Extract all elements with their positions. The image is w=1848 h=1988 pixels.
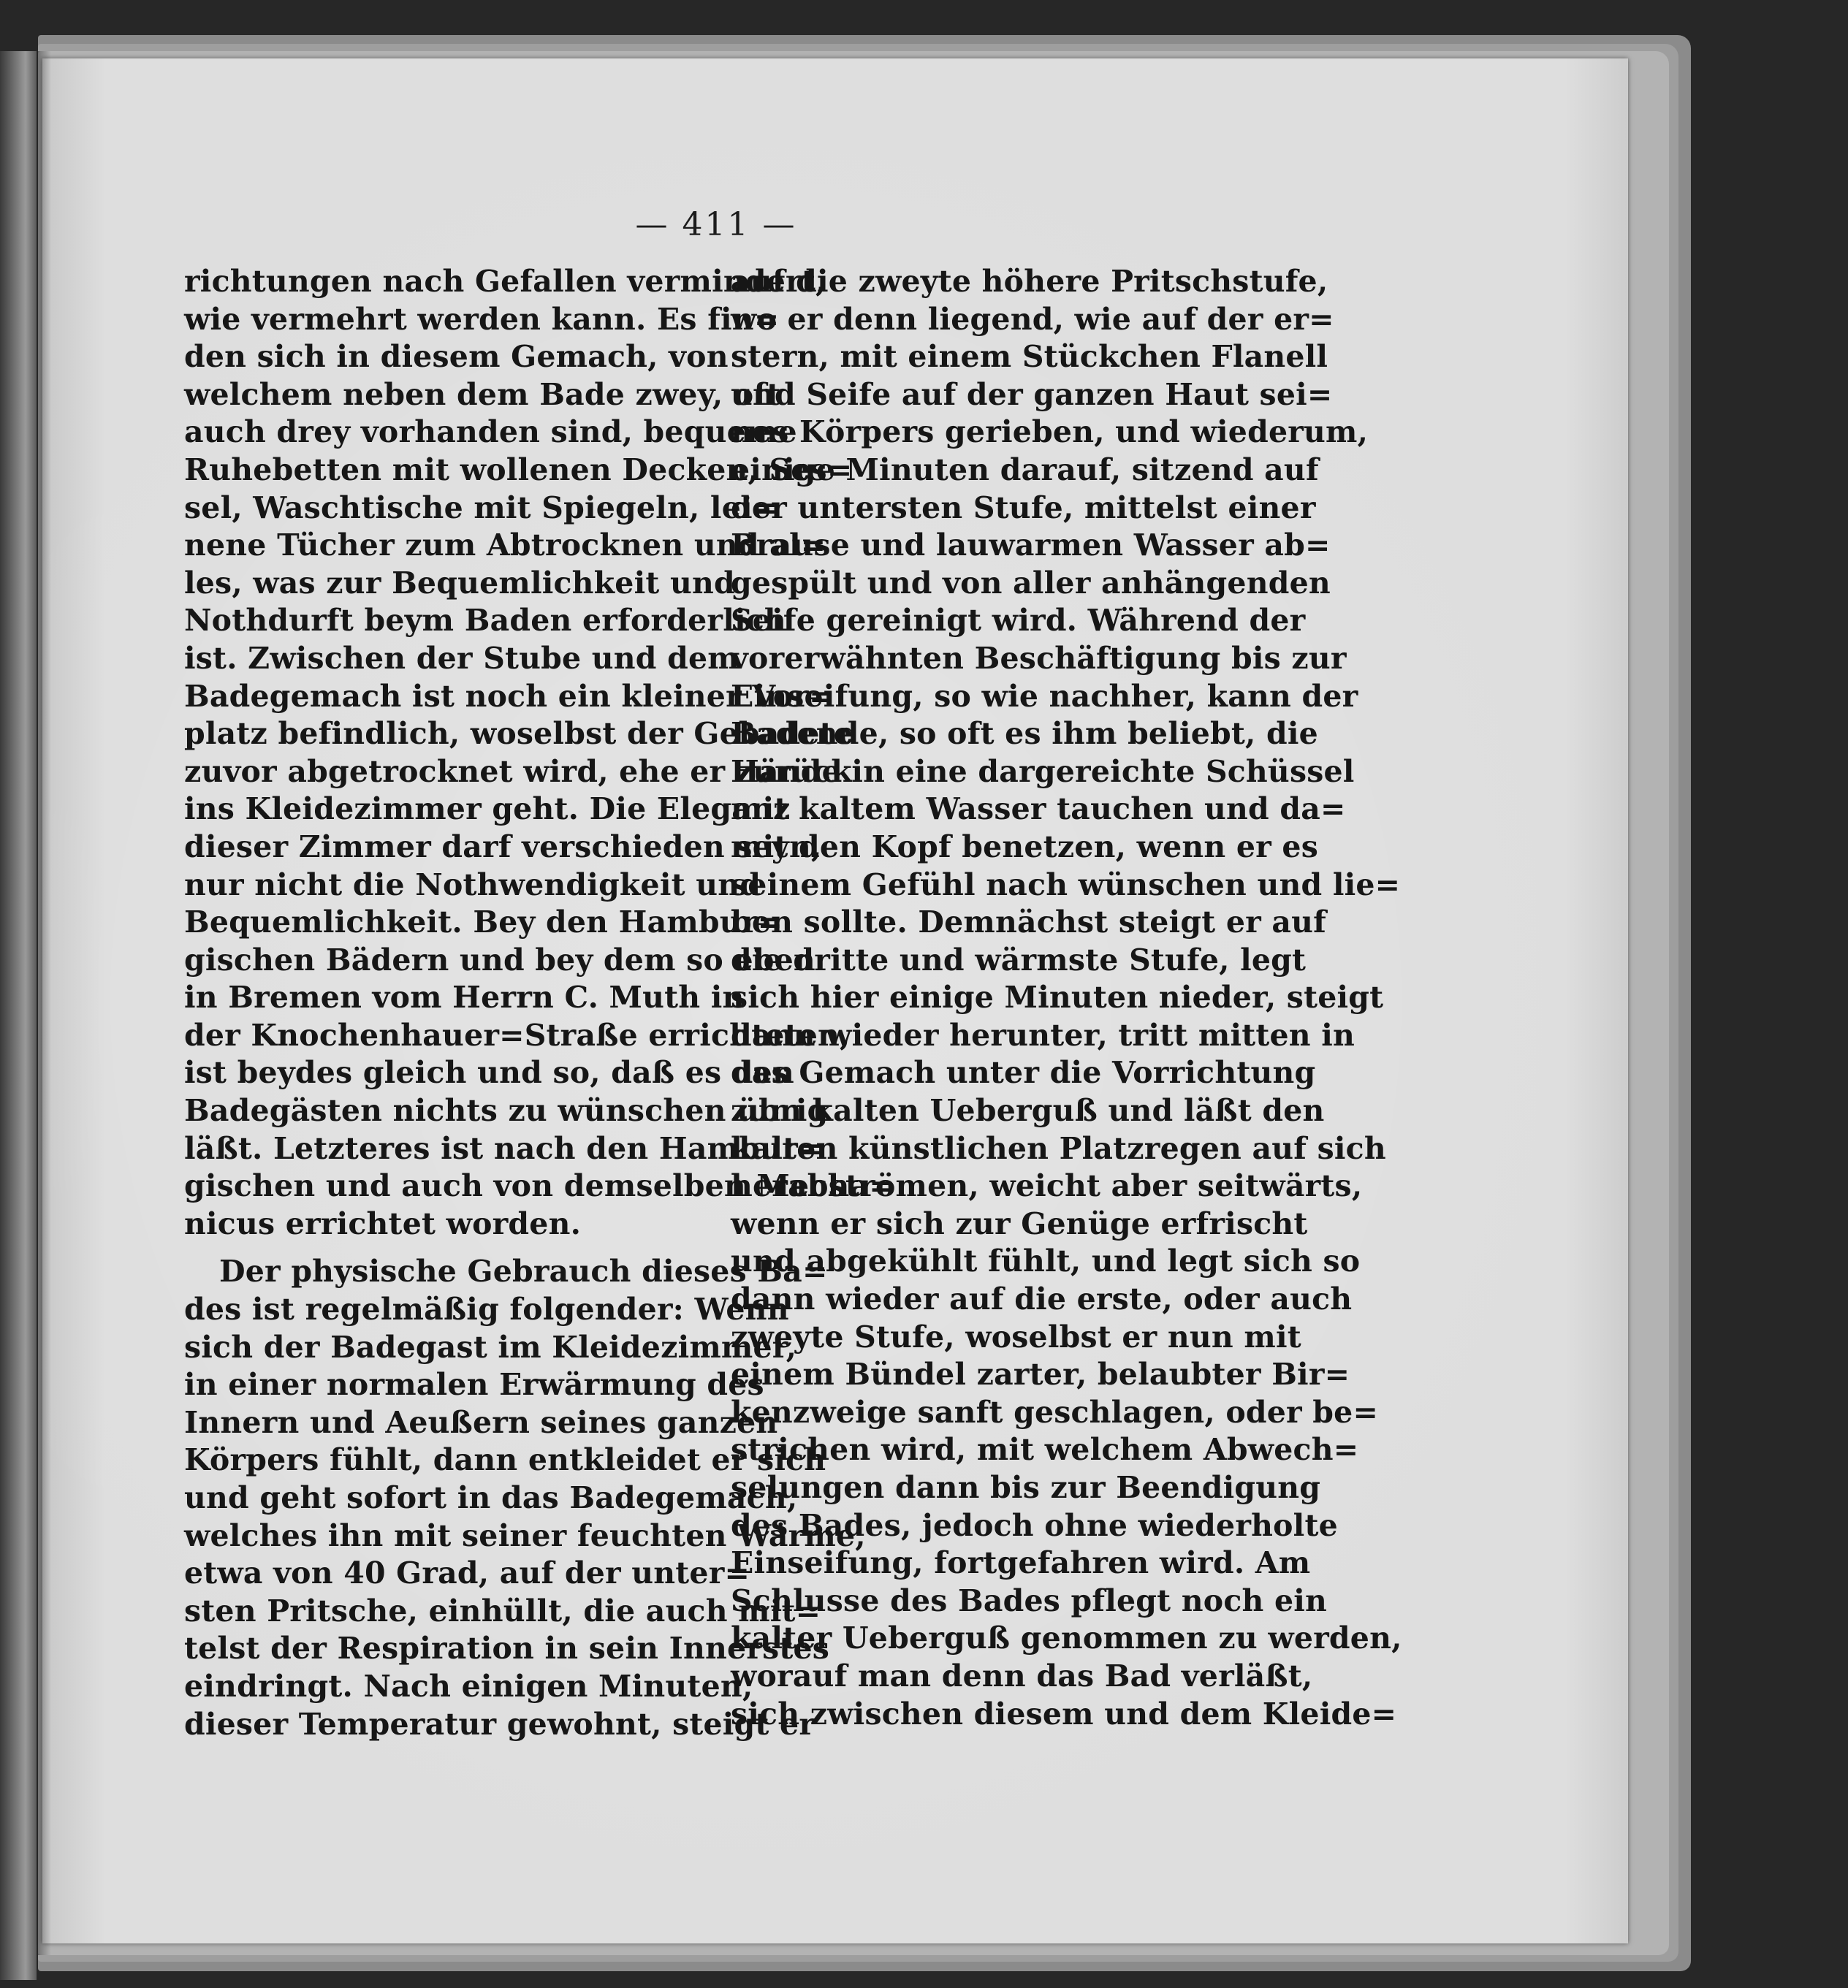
text-line: Seife gereinigt wird. Während der xyxy=(731,603,1306,639)
text-line: nicus errichtet worden. xyxy=(184,1206,582,1241)
text-line: mit kaltem Wasser tauchen und da= xyxy=(731,791,1346,827)
text-line: herabströmen, weicht aber seitwärts, xyxy=(731,1168,1363,1204)
text-line: stern, mit einem Stückchen Flanell xyxy=(731,339,1328,375)
text-line: dieser Temperatur gewohnt, steigt er xyxy=(184,1706,815,1742)
text-line: zweyte Stufe, woselbst er nun mit xyxy=(731,1319,1301,1355)
facing-page-sliver xyxy=(0,51,37,1980)
text-line: Nothdurft beym Baden erforderlich xyxy=(184,603,786,639)
text-line: in Bremen vom Herrn C. Muth in xyxy=(184,980,745,1016)
text-line: einige Minuten darauf, sitzend auf xyxy=(731,452,1319,487)
text-line: mit den Kopf benetzen, wenn er es xyxy=(731,829,1318,864)
text-line: gischen und auch von demselben Mecha= xyxy=(184,1168,894,1204)
gutter-shadow xyxy=(38,51,51,1955)
text-line: zuvor abgetrocknet wird, ehe er zurück xyxy=(184,753,852,789)
text-line: sten Pritsche, einhüllt, die auch mit= xyxy=(184,1593,821,1629)
text-line: dann wieder auf die erste, oder auch xyxy=(731,1281,1353,1317)
text-line: wenn er sich zur Genüge erfrischt xyxy=(731,1206,1308,1241)
text-line: Der physische Gebrauch dieses Ba= xyxy=(219,1254,828,1290)
text-line: nur nicht die Nothwendigkeit und xyxy=(184,867,761,902)
text-line: Bequemlichkeit. Bey den Hambur= xyxy=(184,904,783,940)
text-line: seinem Gefühl nach wünschen und lie= xyxy=(731,867,1401,902)
text-line: sich hier einige Minuten nieder, steigt xyxy=(731,980,1384,1016)
text-line: den sich in diesem Gemach, von xyxy=(184,339,729,375)
text-line: nes Körpers gerieben, und wiederum, xyxy=(731,414,1369,450)
text-line: Badende, so oft es ihm beliebt, die xyxy=(731,716,1318,752)
text-line: und abgekühlt fühlt, und legt sich so xyxy=(731,1244,1361,1279)
text-line: Einseifung, fortgefahren wird. Am xyxy=(731,1545,1311,1581)
text-line: sel, Waschtische mit Spiegeln, lei= xyxy=(184,490,778,525)
text-line: vorerwähnten Beschäftigung bis zur xyxy=(731,640,1347,676)
text-line: der untersten Stufe, mittelst einer xyxy=(731,490,1316,525)
text-line: die dritte und wärmste Stufe, legt xyxy=(731,942,1307,978)
text-line: dieser Zimmer darf verschieden seyn, xyxy=(184,829,822,864)
text-line: Körpers fühlt, dann entkleidet er sich xyxy=(184,1442,826,1478)
text-line: sich der Badegast im Kleidezimmer, xyxy=(184,1329,797,1365)
text-line: wo er denn liegend, wie auf der er= xyxy=(731,301,1334,337)
text-line: wie vermehrt werden kann. Es fin= xyxy=(184,301,780,337)
text-line: Brause und lauwarmen Wasser ab= xyxy=(731,528,1331,563)
text-line: selungen dann bis zur Beendigung xyxy=(731,1470,1321,1505)
text-line: les, was zur Bequemlichkeit und xyxy=(184,565,735,601)
text-line: ben sollte. Demnächst steigt er auf xyxy=(731,904,1326,940)
text-line: Badegästen nichts zu wünschen übrig xyxy=(184,1093,829,1129)
text-line: nene Tücher zum Abtrocknen und al= xyxy=(184,528,826,563)
text-line: strichen wird, mit welchem Abwech= xyxy=(731,1432,1359,1468)
text-line: auch drey vorhanden sind, bequeme xyxy=(184,414,797,450)
text-line: sich zwischen diesem und dem Kleide= xyxy=(731,1696,1397,1732)
text-line: der Knochenhauer=Straße errichteten, xyxy=(184,1017,851,1053)
text-line: und geht sofort in das Badegemach, xyxy=(184,1480,798,1515)
text-line: eindringt. Nach einigen Minuten, xyxy=(184,1668,753,1704)
page-number: — 411 — xyxy=(635,206,797,243)
text-line: einem Bündel zarter, belaubter Bir= xyxy=(731,1357,1350,1393)
right-column xyxy=(731,263,1402,1733)
paragraph-gap xyxy=(184,1243,703,1253)
text-line: worauf man denn das Bad verläßt, xyxy=(731,1658,1313,1694)
text-line: Ruhebetten mit wollenen Decken, Ses= xyxy=(184,452,853,487)
text-line: telst der Respiration in sein Innerstes xyxy=(184,1631,830,1667)
paragraph xyxy=(184,263,894,1243)
text-line: richtungen nach Gefallen vermindert, xyxy=(184,264,826,299)
text-line: läßt. Letzteres ist nach den Hambur= xyxy=(184,1130,824,1166)
text-line: zum kalten Ueberguß und läßt den xyxy=(731,1093,1325,1129)
text-line: welchem neben dem Bade zwey, oft xyxy=(184,376,781,412)
text-line: platz befindlich, woselbst der Gebadete xyxy=(184,716,853,752)
text-line: kalter Ueberguß genommen zu werden, xyxy=(731,1621,1402,1656)
text-line: des ist regelmäßig folgender: Wenn xyxy=(184,1292,789,1328)
text-line: Badegemach ist noch ein kleiner Vor= xyxy=(184,678,834,714)
text-line: kenzweige sanft geschlagen, oder be= xyxy=(731,1394,1379,1430)
text-line: in einer normalen Erwärmung des xyxy=(184,1367,764,1403)
text-line: Schlusse des Bades pflegt noch ein xyxy=(731,1583,1328,1618)
text-line: kalten künstlichen Platzregen auf sich xyxy=(731,1130,1386,1166)
text-line: etwa von 40 Grad, auf der unter= xyxy=(184,1555,750,1591)
text-line: ist. Zwischen der Stube und dem xyxy=(184,640,739,676)
paragraph xyxy=(184,1253,866,1743)
text-line: ist beydes gleich und so, daß es den xyxy=(184,1055,794,1091)
text-line: welches ihn mit seiner feuchten Wärme, xyxy=(184,1517,866,1553)
paragraph xyxy=(731,263,1402,1733)
text-line: gespült und von aller anhängenden xyxy=(731,565,1331,601)
text-line: des Bades, jedoch ohne wiederholte xyxy=(731,1507,1338,1543)
text-line: Einseifung, so wie nachher, kann der xyxy=(731,678,1358,714)
text-line: das Gemach unter die Vorrichtung xyxy=(731,1055,1316,1091)
text-line: Hände in eine dargereichte Schüssel xyxy=(731,753,1355,789)
text-line: auf die zweyte höhere Pritschstufe, xyxy=(731,264,1328,299)
text-line: dann wieder herunter, tritt mitten in xyxy=(731,1017,1355,1053)
left-column xyxy=(184,263,894,1743)
text-line: gischen Bädern und bey dem so eben xyxy=(184,942,815,978)
text-line: Innern und Aeußern seines ganzen xyxy=(184,1404,778,1440)
text-line: und Seife auf der ganzen Haut sei= xyxy=(731,376,1333,412)
text-line: ins Kleidezimmer geht. Die Eleganz xyxy=(184,791,791,827)
